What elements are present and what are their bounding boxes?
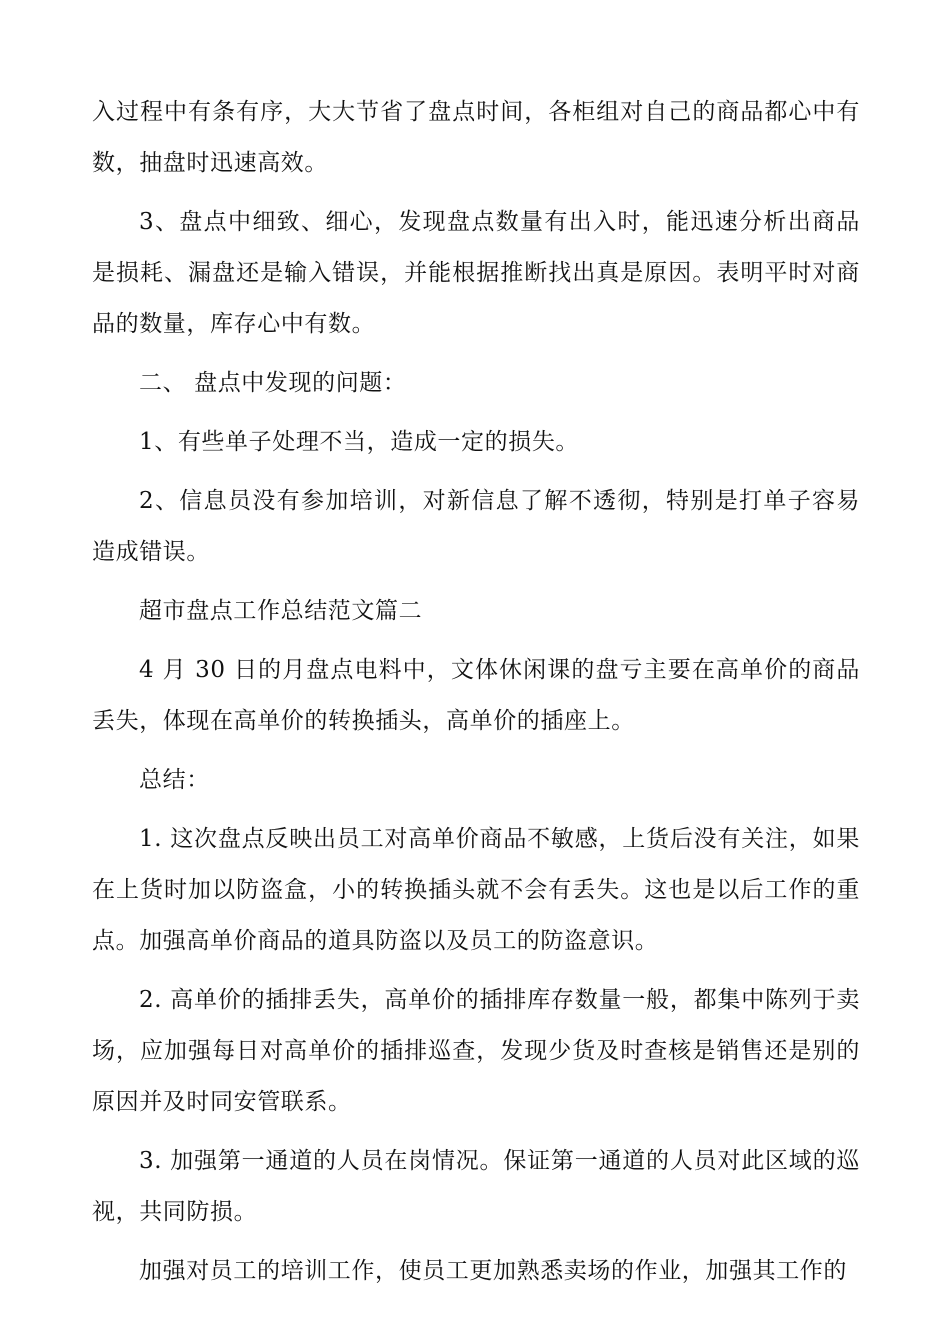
paragraph-summary-1: 1. 这次盘点反映出员工对高单价商品不敏感，上货后没有关注，如果在上货时加以防盗盒，小的转换插头就不会有丢失。这也是以后工作的重点。加强高单价商品的道具防盗以及员工的防盗意识。 xyxy=(92,826,860,954)
paragraph-problem-1: 1、有些单子处理不当，造成一定的损失。 xyxy=(139,429,580,455)
paragraph-continuation: 入过程中有条有序，大大节省了盘点时间，各柜组对自己的商品都心中有数，抽盘时迅速高效。 xyxy=(92,99,860,176)
paragraph-item-3: 3、盘点中细致、细心，发现盘点数量有出入时，能迅速分析出商品是损耗、漏盘还是输入错误，并能根据推断找出真是原因。表明平时对商品的数量，库存心中有数。 xyxy=(92,209,860,337)
document-page xyxy=(92,87,860,1305)
paragraph-inventory-report: 4 月 30 日的月盘点电料中，文体休闲课的盘亏主要在高单价的商品丢失，体现在高单价的转换插头，高单价的插座上。 xyxy=(92,657,860,734)
article-title-part-two: 超市盘点工作总结范文篇二 xyxy=(139,598,423,624)
summary-heading: 总结： xyxy=(139,767,210,793)
paragraph-problem-2: 2、信息员没有参加培训，对新信息了解不透彻，特别是打单子容易造成错误。 xyxy=(92,488,860,565)
section-heading-problems: 二、 盘点中发现的问题： xyxy=(139,370,407,396)
paragraph-summary-3: 3. 加强第一通道的人员在岗情况。保证第一通道的人员对此区域的巡视，共同防损。 xyxy=(92,1148,860,1225)
paragraph-summary-2: 2. 高单价的插排丢失，高单价的插排库存数量一般，都集中陈列于卖场，应加强每日对高单价的插排巡查，发现少货及时查核是销售还是别的原因并及时同安管联系。 xyxy=(92,987,860,1115)
paragraph-training: 加强对员工的培训工作，使员工更加熟悉卖场的作业，加强其工作的 xyxy=(139,1258,847,1284)
